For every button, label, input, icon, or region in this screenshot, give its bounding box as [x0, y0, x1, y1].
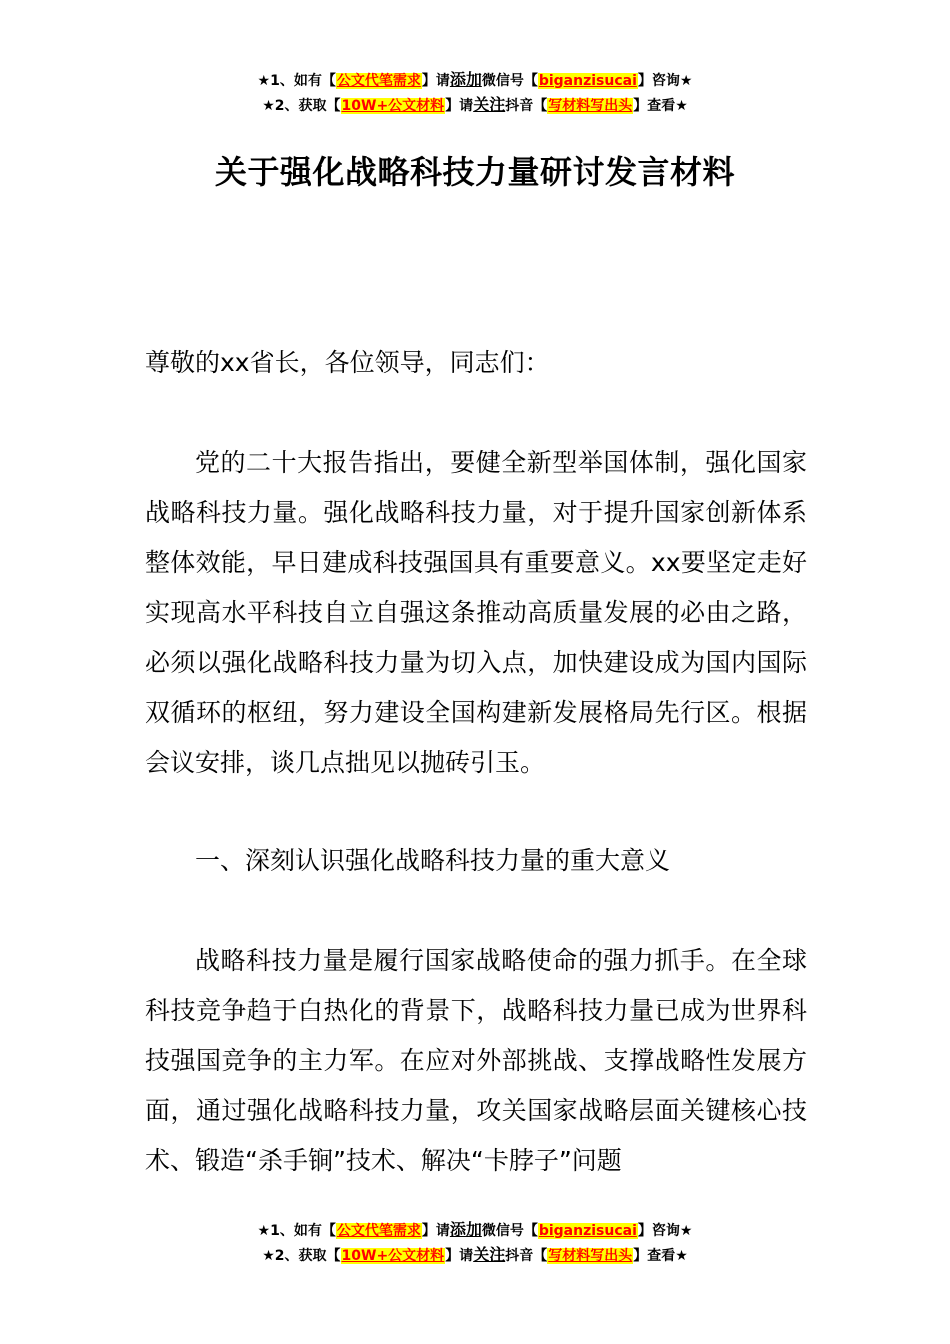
banner-text: 】请: [445, 98, 474, 114]
banner-text: 】查看★: [633, 98, 688, 114]
banner-text: 】查看★: [633, 1248, 688, 1264]
highlight-text: 公文代笔需求: [336, 73, 421, 89]
banner-text: ★2、获取【: [262, 1248, 341, 1264]
banner-text: 】咨询★: [637, 73, 693, 89]
highlight-text: biganzisucai: [538, 73, 637, 89]
banner-text: ★2、获取【: [262, 98, 341, 114]
banner-text: 】请: [421, 73, 450, 89]
section-heading: 一、深刻认识强化战略科技力量的重大意义: [195, 846, 671, 875]
banner-text: 抖音【: [505, 98, 548, 114]
emphasis-text: 关注: [473, 95, 506, 114]
banner-text: ★1、如有【: [257, 1223, 336, 1239]
banner-text: 】请: [445, 1248, 474, 1264]
highlight-text: 公文代笔需求: [336, 1223, 421, 1239]
salutation: 尊敬的xx省长，各位领导，同志们：: [145, 348, 550, 377]
banner-text: 微信号【: [481, 73, 538, 89]
paragraph: 战略科技力量是履行国家战略使命的强力抓手。在全球科技竞争趋于白热化的背景下，战略科技力量已成为世界科技强国竞争的主力军。在应对外部挑战、支撑战略性发展方面，通过强化战略科技力量，攻关国家战略层面关键核心技术、锻造“杀手锏”技术、解决“卡脖子”问题: [145, 946, 807, 1175]
emphasis-text: 添加: [449, 1220, 482, 1239]
emphasis-text: 关注: [473, 1245, 506, 1264]
footer-banner: [0, 1218, 950, 1268]
banner-line-1: [0, 1218, 950, 1243]
emphasis-text: 添加: [449, 70, 482, 89]
banner-line-1: [0, 68, 950, 93]
highlight-text: 写材料写出头: [548, 1248, 633, 1264]
banner-text: 】请: [421, 1223, 450, 1239]
banner-text: ★1、如有【: [257, 73, 336, 89]
highlight-text: 10W+公文材料: [341, 1248, 445, 1264]
banner-text: 微信号【: [481, 1223, 538, 1239]
banner-text: 】咨询★: [637, 1223, 693, 1239]
header-banner: [0, 68, 950, 118]
banner-line-2: [0, 93, 950, 118]
document-title: 关于强化战略科技力量研讨发言材料: [214, 153, 735, 191]
highlight-text: 写材料写出头: [548, 98, 633, 114]
highlight-text: 10W+公文材料: [341, 98, 445, 114]
banner-line-2: [0, 1243, 950, 1268]
paragraph: 党的二十大报告指出，要健全新型举国体制，强化国家战略科技力量。强化战略科技力量，对于提升国家创新体系整体效能，早日建成科技强国具有重要意义。xx要坚定走好实现高水平科技自立自强这条推动高质量发展的必由之路，必须以强化战略科技力量为切入点，加快建设成为国内国际双循环的枢纽，努力建设全国构建新发展格局先行区。根据会议安排，谈几点拙见以抛砖引玉。: [145, 448, 807, 777]
banner-text: 抖音【: [505, 1248, 548, 1264]
highlight-text: biganzisucai: [538, 1223, 637, 1239]
